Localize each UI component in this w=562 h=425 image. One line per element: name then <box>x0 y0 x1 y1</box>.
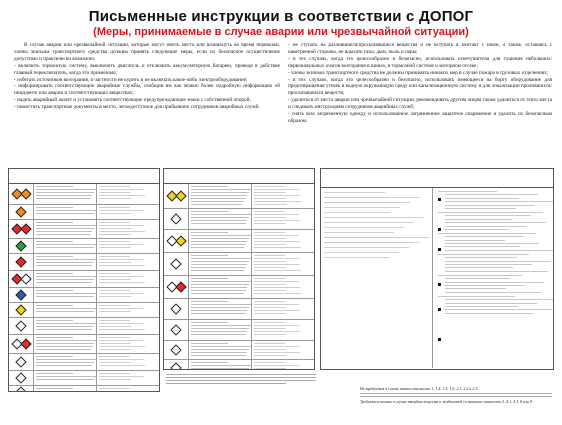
left-paragraph: - надеть аварийный жилет и установить соответствующие предупреждающие знаки с собственной опорой; <box>14 97 251 104</box>
hazard-label-cell <box>9 220 34 238</box>
hazard-actions <box>251 276 314 298</box>
hazard-diamond-icon <box>15 304 26 315</box>
list-bullet <box>438 198 441 201</box>
left-paragraph: - информировать соответствующие аварийные службы, сообщив им как можно более подробную информацию об инциденте или аварии и соответствующих веществах; <box>14 83 280 97</box>
hazard-diamond-icon <box>15 206 26 217</box>
right-paragraph: - снять всю загрязненную одежду и использованное загрязненное защитное снаряжение и удалить их безопасным образом. <box>288 111 552 124</box>
table-row <box>164 230 314 253</box>
hazard-diamond-icon <box>170 303 181 314</box>
hazard-actions <box>96 335 159 353</box>
table-header <box>321 169 553 188</box>
hazard-description <box>34 184 96 204</box>
list-bullet <box>438 228 441 231</box>
table-row <box>9 239 159 254</box>
right-paragraph: - не ступать на разлившиеся/просыпавшиеся вещества и не вступать в контакт с ними, а также, оставаясь с наветренной стороны, не вдыхать газы, дым, пыль и пары; <box>288 42 552 55</box>
left-paragraph: - избегать источников возгорания, в частности не курить и не включать какое-либо электрооборудование; <box>14 76 248 83</box>
hazard-diamond-icon <box>15 320 26 331</box>
hazard-description <box>34 271 96 287</box>
hazard-label-cell <box>9 318 34 334</box>
hazard-description <box>34 354 96 370</box>
list-bullet <box>438 308 441 311</box>
table-row <box>9 288 159 303</box>
table-row <box>9 354 159 371</box>
hazard-diamond-icon <box>20 223 31 234</box>
left-paragraph: В случае аварии или чрезвычайной ситуации, которые могут иметь место или возникнуть во время перевозки, члены экипажа транспортного средства должны принять следующие меры, если их безопасное осуществление допустимо и практически возможно: <box>14 42 280 62</box>
hazard-description <box>189 184 251 208</box>
page-title: Письменные инструкции в соответствии с ДОПОГ <box>88 8 474 25</box>
table-row <box>9 205 159 220</box>
hazard-diamond-icon <box>20 188 31 199</box>
equipment-pictograms <box>321 188 433 368</box>
hazard-label-cell <box>164 341 189 359</box>
table-row <box>9 386 159 392</box>
hazard-actions <box>96 318 159 334</box>
table-row <box>164 184 314 209</box>
hazard-label-cell <box>164 184 189 208</box>
table-row <box>164 299 314 320</box>
hazard-table-2 <box>163 168 315 370</box>
hazard-description <box>189 360 251 370</box>
table-row <box>164 209 314 230</box>
hazard-label-cell <box>164 253 189 275</box>
hazard-description <box>189 299 251 319</box>
hazard-actions <box>96 354 159 370</box>
hazard-actions <box>251 184 314 208</box>
table-row <box>9 184 159 205</box>
hazard-description <box>34 220 96 238</box>
hazard-actions <box>96 239 159 253</box>
hazard-actions <box>96 271 159 287</box>
hazard-diamond-icon <box>170 362 181 370</box>
hazard-diamond-icon <box>170 324 181 335</box>
hazard-diamond-icon <box>15 356 26 367</box>
table-row <box>164 341 314 360</box>
table-header <box>164 169 314 184</box>
hazard-label-cell <box>9 239 34 253</box>
list-bullet <box>438 283 441 286</box>
equipment-table <box>320 168 554 370</box>
hazard-actions <box>96 288 159 302</box>
hazard-diamond-icon <box>20 273 31 284</box>
right-paragraph: - члены экипажа транспортного средства не должны принимать никаких мер в случае пожара в грузовых отделениях; <box>288 69 549 76</box>
left-instructions <box>14 42 280 111</box>
right-paragraph: - в тех случаях, когда это целесообразно и безопасно, использовать имеющееся на борту оборудование для предотвращения утечек в водную окружающую среду или канализационную систему и для локализации пролившихся/просыпавшихся веществ; <box>288 76 552 97</box>
hazard-label-cell <box>9 288 34 302</box>
table-row <box>9 254 159 271</box>
table-row <box>9 220 159 239</box>
hazard-label-cell <box>164 209 189 229</box>
right-paragraph: - в тех случаях, когда это целесообразно и безопасно, использовать огнетушители для тушения небольших/первоначальных очагов возгорания в шинах, в тормозной системе и моторном отсеке; <box>288 55 552 69</box>
right-paragraph: - удалиться от места аварии или чрезвычайной ситуации, рекомендовать другим лицам также удалиться от этого места и следовать инструкциям сотрудников аварийных служб; <box>288 97 552 111</box>
table-row <box>164 360 314 370</box>
hazard-diamond-icon <box>175 235 186 246</box>
hazard-label-cell <box>9 254 34 270</box>
hazard-table-1 <box>8 168 160 392</box>
hazard-description <box>34 318 96 334</box>
table-row <box>164 253 314 276</box>
table-header <box>9 169 159 184</box>
hazard-actions <box>96 184 159 204</box>
hazard-diamond-icon <box>170 213 181 224</box>
hazard-actions <box>251 299 314 319</box>
hazard-actions <box>96 220 159 238</box>
hazard-actions <box>251 230 314 252</box>
table-row <box>9 371 159 386</box>
hazard-diamond-icon <box>15 256 26 267</box>
list-bullet <box>438 338 441 341</box>
hazard-label-cell <box>164 230 189 252</box>
table-row <box>9 335 159 354</box>
hazard-actions <box>251 209 314 229</box>
hazard-description <box>189 209 251 229</box>
hazard-actions <box>96 386 159 392</box>
hazard-diamond-icon <box>175 281 186 292</box>
note-2: Требуются только в случае твердых веществ и жидкостей со знаками опасности 3, 4.1, 4.3, 8 или 9. <box>360 399 533 404</box>
hazard-description <box>34 371 96 385</box>
table-row <box>9 318 159 335</box>
hazard-diamond-icon <box>15 289 26 300</box>
left-paragraph: - поместить транспортные документы в место, легкодоступное для прибывших сотрудников аварийных служб; <box>14 104 260 111</box>
hazard-diamond-icon <box>15 240 26 251</box>
hazard-actions <box>251 360 314 370</box>
hazard-actions <box>251 341 314 359</box>
hazard-description <box>34 303 96 317</box>
hazard-label-cell <box>9 354 34 370</box>
hazard-label-cell <box>9 184 34 204</box>
hazard-label-cell <box>164 299 189 319</box>
hazard-diamond-icon <box>175 190 186 201</box>
left-paragraph: - включить тормозную систему, выключить двигатель и отключить аккумуляторную батарею, приведя в действие главный переключатель, когда это применимо; <box>14 62 280 76</box>
hazard-label-cell <box>9 371 34 385</box>
equipment-list <box>435 188 553 368</box>
table-row <box>9 271 159 288</box>
hazard-diamond-icon <box>20 338 31 349</box>
hazard-label-cell <box>164 320 189 340</box>
hazard-description <box>189 276 251 298</box>
hazard-description <box>34 335 96 353</box>
hazard-diamond-icon <box>15 386 26 392</box>
hazard-diamond-icon <box>15 372 26 383</box>
right-instructions <box>288 42 552 125</box>
list-bullet <box>438 248 441 251</box>
hazard-description <box>189 230 251 252</box>
table-row <box>164 320 314 341</box>
hazard-label-cell <box>164 360 189 370</box>
hazard-description <box>189 320 251 340</box>
hazard-label-cell <box>9 335 34 353</box>
note-1: Не требуется в случае знаков опасности 1, 1.4, 1.5, 1.6, 2.1, 2.2 и 2.3. <box>360 386 479 391</box>
table-row <box>9 303 159 318</box>
hazard-description <box>34 239 96 253</box>
hazard-label-cell <box>9 303 34 317</box>
hazard-description <box>34 254 96 270</box>
hazard-diamond-icon <box>170 344 181 355</box>
hazard-description <box>34 288 96 302</box>
hazard-label-cell <box>164 276 189 298</box>
hazard-actions <box>251 320 314 340</box>
hazard-description <box>189 253 251 275</box>
hazard-label-cell <box>9 386 34 392</box>
hazard-description <box>189 341 251 359</box>
hazard-description <box>34 205 96 219</box>
hazard-description <box>34 386 96 392</box>
hazard-actions <box>251 253 314 275</box>
hazard-actions <box>96 303 159 317</box>
table-row <box>164 276 314 299</box>
hazard-diamond-icon <box>170 258 181 269</box>
page-subtitle: (Меры, принимаемые в случае аварии или чрезвычайной ситуации) <box>93 26 469 38</box>
table-footnote <box>166 372 316 384</box>
hazard-actions <box>96 205 159 219</box>
bottom-notes <box>360 386 552 404</box>
hazard-actions <box>96 371 159 385</box>
hazard-actions <box>96 254 159 270</box>
hazard-label-cell <box>9 271 34 287</box>
hazard-label-cell <box>9 205 34 219</box>
